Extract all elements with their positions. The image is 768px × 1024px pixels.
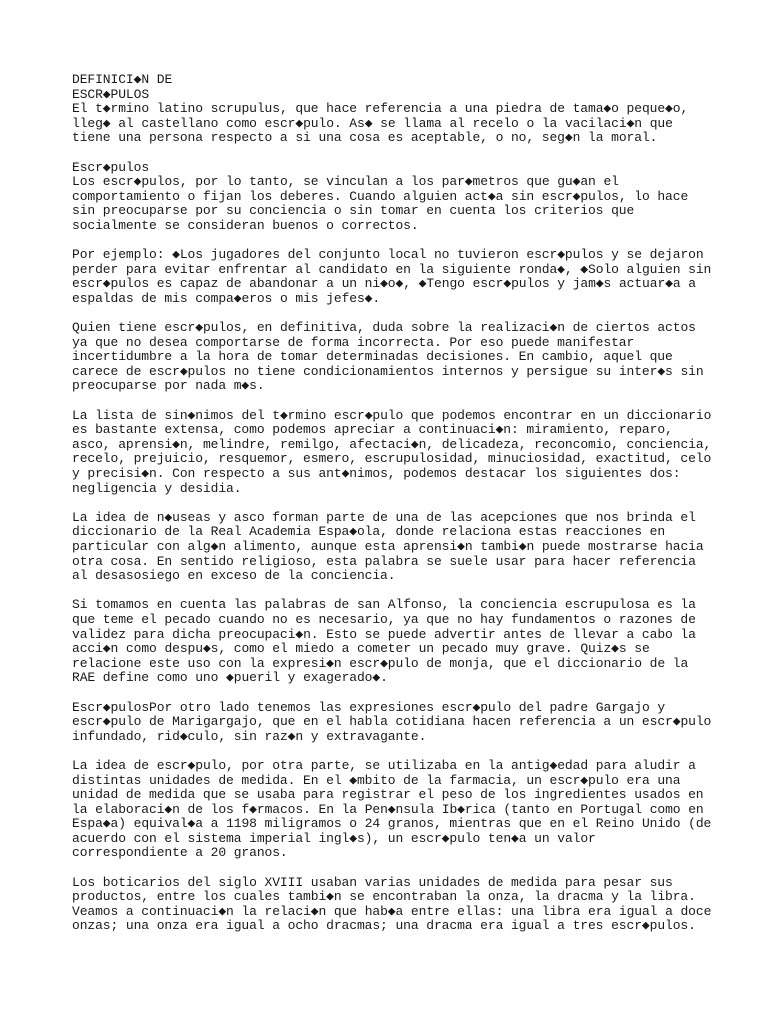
text-line: unidad de medida que se usaba para registrar el peso de los ingredientes usados en xyxy=(72,787,704,803)
text-line: perder para evitar enfrentar al candidato en la siguiente ronda◆, ◆Solo alguien sin xyxy=(72,261,712,277)
paragraph-escrupulos xyxy=(72,161,712,234)
text-line: relacione este uso con la expresi◆n escr◆pulo de monja, que el diccionario de la xyxy=(72,655,689,671)
text-line: ya que no desea comportarse de forma incorrecta. Por eso puede manifestar xyxy=(72,334,635,350)
text-line: recelo, prejuicio, resquemor, esmero, escrupulosidad, minuciosidad, exactitud, celo xyxy=(72,451,712,467)
text-line: negligencia y desidia. xyxy=(72,480,242,496)
text-line: comportamiento o fijan los deberes. Cuando alguien act◆a sin escr◆pulos, lo hace xyxy=(72,188,689,204)
text-line: Si tomamos en cuenta las palabras de san Alfonso, la conciencia escrupulosa es la xyxy=(72,597,696,613)
text-line: escr◆pulos es capaz de abandonar a un ni◆o◆, ◆Tengo escr◆pulos y jam◆s actuar◆a a xyxy=(72,276,696,292)
paragraph-nauseas xyxy=(72,511,712,584)
text-line: RAE define como uno ◆pueril y exagerado◆. xyxy=(72,670,388,686)
text-line: al desasosiego en exceso de la conciencia. xyxy=(72,568,396,584)
text-line: correspondiente a 20 granos. xyxy=(72,845,288,861)
paragraph-sinonimos xyxy=(72,409,712,497)
text-line: asco, aprensi◆n, melindre, remilgo, afectaci◆n, delicadeza, reconcomio, conciencia, xyxy=(72,436,712,452)
text-line: socialmente se consideran buenos o correctos. xyxy=(72,217,419,233)
text-line: incertidumbre a la hora de tomar determinadas decisiones. En cambio, aquel que xyxy=(72,349,673,365)
text-line: preocuparse por nada m◆s. xyxy=(72,378,265,394)
text-line: y precisi◆n. Con respecto a sus ant◆nimos, podemos destacar los siguientes dos: xyxy=(72,466,681,482)
text-line: Escr◆pulosPor otro lado tenemos las expresiones escr◆pulo del padre Gargajo y xyxy=(72,699,666,715)
text-line: La idea de n◆useas y asco forman parte de una de las acepciones que nos brinda el xyxy=(72,509,696,525)
paragraph-expresiones xyxy=(72,701,712,745)
text-line: La idea de escr◆pulo, por otra parte, se utilizaba en la antig◆edad para aludir a xyxy=(72,757,696,773)
text-line: tiene una persona respecto a si una cosa es aceptable, o no, seg◆n la moral. xyxy=(72,130,658,146)
text-line: DEFINICI◆N DE xyxy=(72,72,173,87)
text-line: El t◆rmino latino scrupulus, que hace referencia a una piedra de tama◆o peque◆o, xyxy=(72,101,689,117)
paragraph-ejemplo xyxy=(72,248,712,306)
text-line: distintas unidades de medida. En el ◆mbito de la farmacia, un escr◆pulo era una xyxy=(72,772,681,788)
paragraph-san-alfonso xyxy=(72,598,712,686)
text-line: la elaboraci◆n de los f◆rmacos. En la Pen◆nsula Ib◆rica (tanto en Portugal como en xyxy=(72,801,704,817)
text-line: ESCR◆PULOS xyxy=(72,86,150,102)
text-line: Por ejemplo: ◆Los jugadores del conjunto local no tuvieron escr◆pulos y se dejaron xyxy=(72,247,704,263)
text-line: Quien tiene escr◆pulos, en definitiva, duda sobre la realizaci◆n de ciertos actos xyxy=(72,320,696,336)
text-line: sin preocuparse por su conciencia o sin tomar en cuenta los criterios que xyxy=(72,203,635,219)
text-line: Los escr◆pulos, por lo tanto, se vinculan a los par◆metros que gu◆an el xyxy=(72,174,619,190)
text-line: otra cosa. En sentido religioso, esta palabra se suele usar para hacer referencia xyxy=(72,553,696,569)
text-line: que teme el pecado cuando no es necesario, ya que no hay fundamentos o razones de xyxy=(72,611,696,627)
text-line: Escr◆pulos xyxy=(72,159,150,175)
text-line: diccionario de la Real Academia Espa◆ola, donde relaciona estas reacciones en xyxy=(72,524,666,540)
text-line: productos, entre los cuales tambi◆n se encontraban la onza, la dracma y la libra. xyxy=(72,889,696,905)
text-line: carece de escr◆pulos no tiene condicionamientos internos y persigue su inter◆s sin xyxy=(72,363,704,379)
text-line: lleg◆ al castellano como escr◆pulo. As◆ se llama al recelo o la vacilaci◆n que xyxy=(72,115,673,131)
text-line: onzas; una onza era igual a ocho dracmas; una dracma era igual a tres escr◆pulos. xyxy=(72,918,696,934)
paragraph-unidades-medida xyxy=(72,759,712,861)
text-line: es bastante extensa, como podemos apreciar a continuaci◆n: miramiento, reparo, xyxy=(72,422,673,438)
document-body xyxy=(72,73,712,949)
text-line: espaldas de mis compa◆eros o mis jefes◆. xyxy=(72,290,381,306)
paragraph-quien-tiene xyxy=(72,321,712,394)
text-line: acci◆n como despu◆s, como el miedo a cometer un pecado muy grave. Quiz◆s se xyxy=(72,641,650,657)
text-line: Los boticarios del siglo XVIII usaban varias unidades de medida para pesar sus xyxy=(72,874,673,890)
text-line: acuerdo con el sistema imperial ingl◆s), un escr◆pulo ten◆a un valor xyxy=(72,830,596,846)
paragraph-boticarios xyxy=(72,876,712,934)
text-line: particular con alg◆n alimento, aunque esta aprensi◆n tambi◆n puede mostrarse hacia xyxy=(72,539,704,554)
text-line: infundado, rid◆culo, sin raz◆n y extravagante. xyxy=(72,728,427,744)
text-line: La lista de sin◆nimos del t◆rmino escr◆pulo que podemos encontrar en un diccionario xyxy=(72,407,712,423)
paragraph-title-intro xyxy=(72,73,712,146)
text-line: Veamos a continuaci◆n la relaci◆n que hab◆a entre ellas: una libra era igual a doce xyxy=(72,903,712,919)
text-line: Espa◆a) equival◆a a 1198 miligramos o 24 granos, mientras que en el Reino Unido (de xyxy=(72,816,712,832)
text-line: escr◆pulo de Marigargajo, que en el habla cotidiana hacen referencia a un escr◆pulo xyxy=(72,714,712,730)
text-line: validez para dicha preocupaci◆n. Esto se puede advertir antes de llevar a cabo la xyxy=(72,626,696,642)
